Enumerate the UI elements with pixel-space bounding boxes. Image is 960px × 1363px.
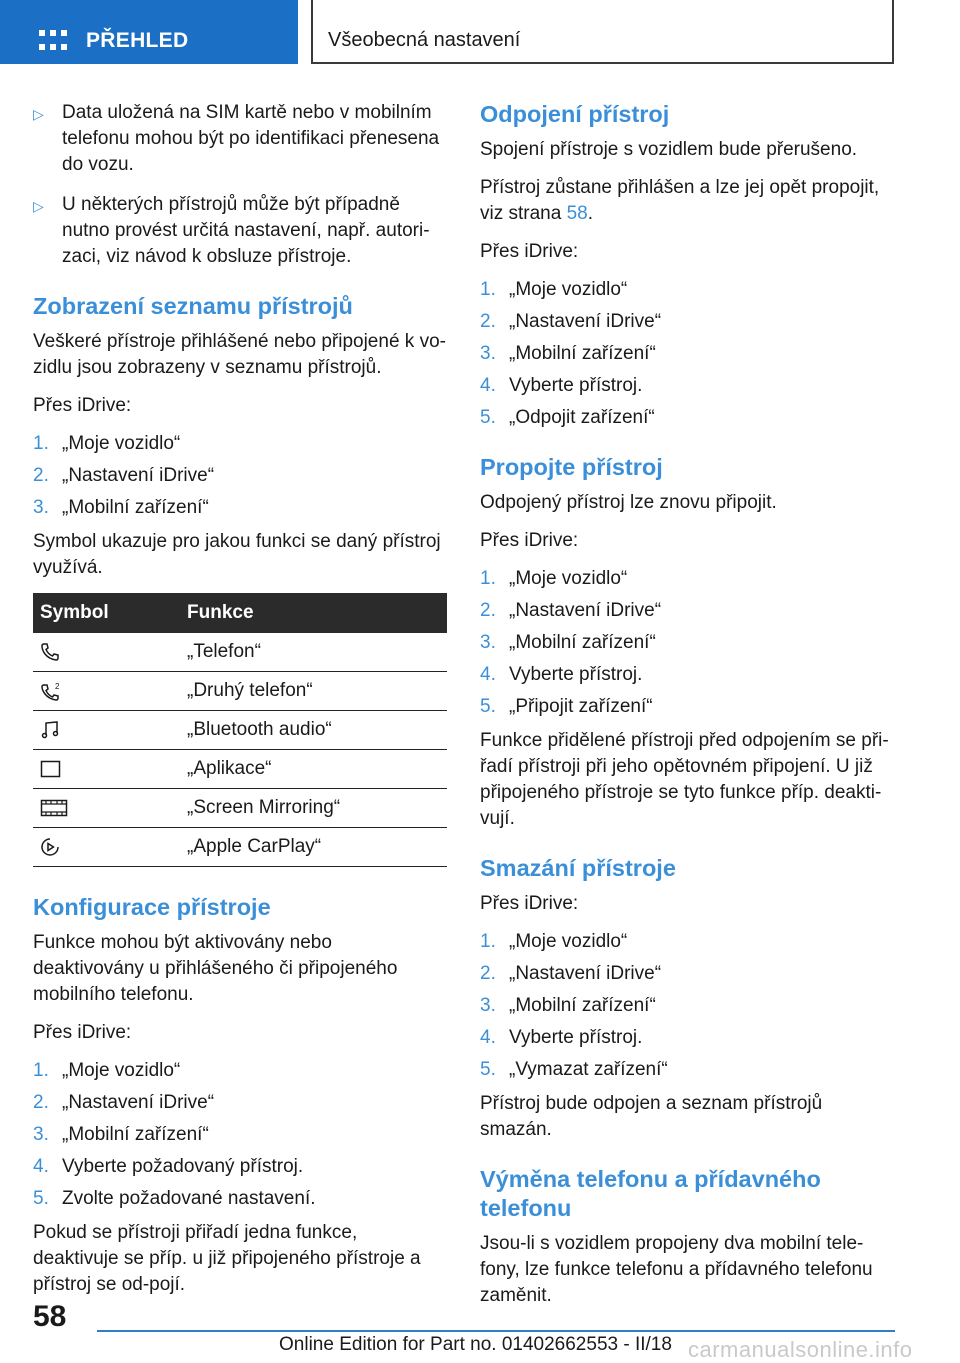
table-row [33,750,447,789]
step-list [480,929,898,1083]
list-item: ▷ U některých přístrojů může být případně nutno provést určitá nastavení, např. autori-zaci, viz návod k obsluze přístroje. [33,194,430,267]
step-list [480,566,898,720]
paragraph: Spojení přístroje s vozidlem bude přerušeno. [480,139,858,160]
table-row [33,828,447,867]
section-title: Všeobecná nastavení [328,29,521,51]
section-delete [480,854,898,1143]
section-heading: Odpojení přístroj [480,101,670,127]
list-item: 3. „Mobilní zařízení“ [480,995,656,1016]
table-header-function: Funkce [187,593,447,633]
paragraph: Přes iDrive: [480,530,579,551]
list-item: 2. „Nastavení iDrive“ [33,1092,215,1113]
section-heading: Konfigurace přístroje [33,894,271,920]
symbol-table [33,593,447,867]
step-list [33,431,447,521]
page-reference-link[interactable]: 58 [566,203,588,224]
table-header-symbol: Symbol [33,593,187,633]
section-device-configuration [33,893,447,1298]
table-row [33,672,447,711]
list-item: 3. „Mobilní zařízení“ [33,497,209,518]
list-item: ▷ Data uložená na SIM kartě nebo v mobilním telefonu mohou být po identifikaci přenesena do vozu. [33,102,440,175]
table-cell: „Druhý telefon“ [187,672,447,711]
section-disconnect [480,100,898,431]
table-row [33,711,447,750]
table-cell: „Aplikace“ [187,750,447,789]
paragraph: Odpojený přístroj lze znovu připojit. [480,492,777,513]
section-swap-phones [480,1165,898,1309]
watermark-text: carmanualsonline.info [688,1337,913,1362]
paragraph: Přes iDrive: [480,241,579,262]
section-heading: Výměna telefonu a přídavného telefonu [480,1166,821,1221]
section-heading: Propojte přístroj [480,454,663,480]
svg-text:2: 2 [55,682,60,691]
triangle-bullet-icon: ▷ [33,198,44,214]
list-item: 2. „Nastavení iDrive“ [33,465,215,486]
paragraph: Pokud se přístroji přiřadí jedna funkce, deaktivuje se příp. u již připojeného přístroje a přístroj se od-pojí. [33,1222,421,1295]
list-item: 1. „Moje vozidlo“ [33,433,181,454]
list-item: 5. „Vymazat zařízení“ [480,1059,668,1080]
phone-icon [40,642,60,662]
list-item: 2. „Nastavení iDrive“ [480,600,662,621]
list-item: 5. „Odpojit zařízení“ [480,407,655,428]
music-note-icon [40,720,60,740]
paragraph: Symbol ukazuje pro jakou funkci se daný přístroj využívá. [33,531,441,578]
paragraph: Funkce mohou být aktivovány nebo deaktivovány u přihlášeného či připojeného mobilního telefonu. [33,932,398,1005]
list-item: 3. „Mobilní zařízení“ [33,1124,209,1145]
section-heading: Zobrazení seznamu přístrojů [33,293,353,319]
step-list [33,1058,447,1212]
edition-text: Online Edition for Part no. 01402662553 - II/18 [279,1334,672,1355]
list-item: 5. „Připojit zařízení“ [480,696,653,717]
list-item: 5. Zvolte požadované nastavení. [33,1188,316,1209]
list-item: 1. „Moje vozidlo“ [480,931,628,952]
table-cell: „Bluetooth audio“ [187,711,447,750]
list-item: 4. Vyberte přístroj. [480,664,643,685]
table-cell: „Apple CarPlay“ [187,828,447,867]
screen-mirroring-icon [40,798,68,818]
list-item: 3. „Mobilní zařízení“ [480,343,656,364]
overview-tab-label: PŘEHLED [86,29,189,52]
list-item: 1. „Moje vozidlo“ [480,279,628,300]
paragraph: Veškeré přístroje přihlášené nebo připojené k vo-zidlu jsou zobrazeny v seznamu přístrojů. [33,331,446,378]
list-item: 1. „Moje vozidlo“ [480,568,628,589]
paragraph: Přístroj zůstane přihlášen a lze jej opět propojit, viz strana 58. [480,177,880,224]
right-column [480,100,898,1321]
overview-tab[interactable] [0,0,298,64]
app-square-icon [40,759,62,779]
table-row [33,633,447,672]
section-heading: Smazání přístroje [480,855,676,881]
section-connect [480,453,898,832]
paragraph: Přes iDrive: [33,395,132,416]
paragraph: Přístroj bude odpojen a seznam přístrojů smazán. [480,1093,823,1140]
second-phone-icon [40,681,62,701]
step-list [480,277,898,431]
list-item: 2. „Nastavení iDrive“ [480,963,662,984]
grid-menu-icon [39,30,67,52]
list-item: 2. „Nastavení iDrive“ [480,311,662,332]
paragraph: Jsou-li s vozidlem propojeny dva mobilní tele-fony, lze funkce telefonu a přídavného telefonu zaměnit. [480,1233,873,1306]
table-cell: „Telefon“ [187,633,447,672]
paragraph: Funkce přidělené přístroji před odpojením se při-řadí přístroji při jeho opětovném připojení. U již připojeného přístroje se tyto funkce příp. deakti-vují. [480,730,889,829]
table-row [33,789,447,828]
footer-divider [97,1330,895,1332]
triangle-bullet-icon: ▷ [33,106,44,122]
list-item: 4. Vyberte přístroj. [480,375,643,396]
paragraph: Přes iDrive: [480,893,579,914]
section-header [311,0,894,64]
intro-bullet-list [33,100,447,270]
paragraph: Přes iDrive: [33,1022,132,1043]
section-device-list [33,292,447,867]
list-item: 4. Vyberte požadovaný přístroj. [33,1156,304,1177]
page-number: 58 [33,1300,67,1333]
list-item: 1. „Moje vozidlo“ [33,1060,181,1081]
list-item: 4. Vyberte přístroj. [480,1027,643,1048]
list-item: 3. „Mobilní zařízení“ [480,632,656,653]
carplay-icon [40,837,60,857]
left-column [33,100,447,1310]
table-cell: „Screen Mirroring“ [187,789,447,828]
